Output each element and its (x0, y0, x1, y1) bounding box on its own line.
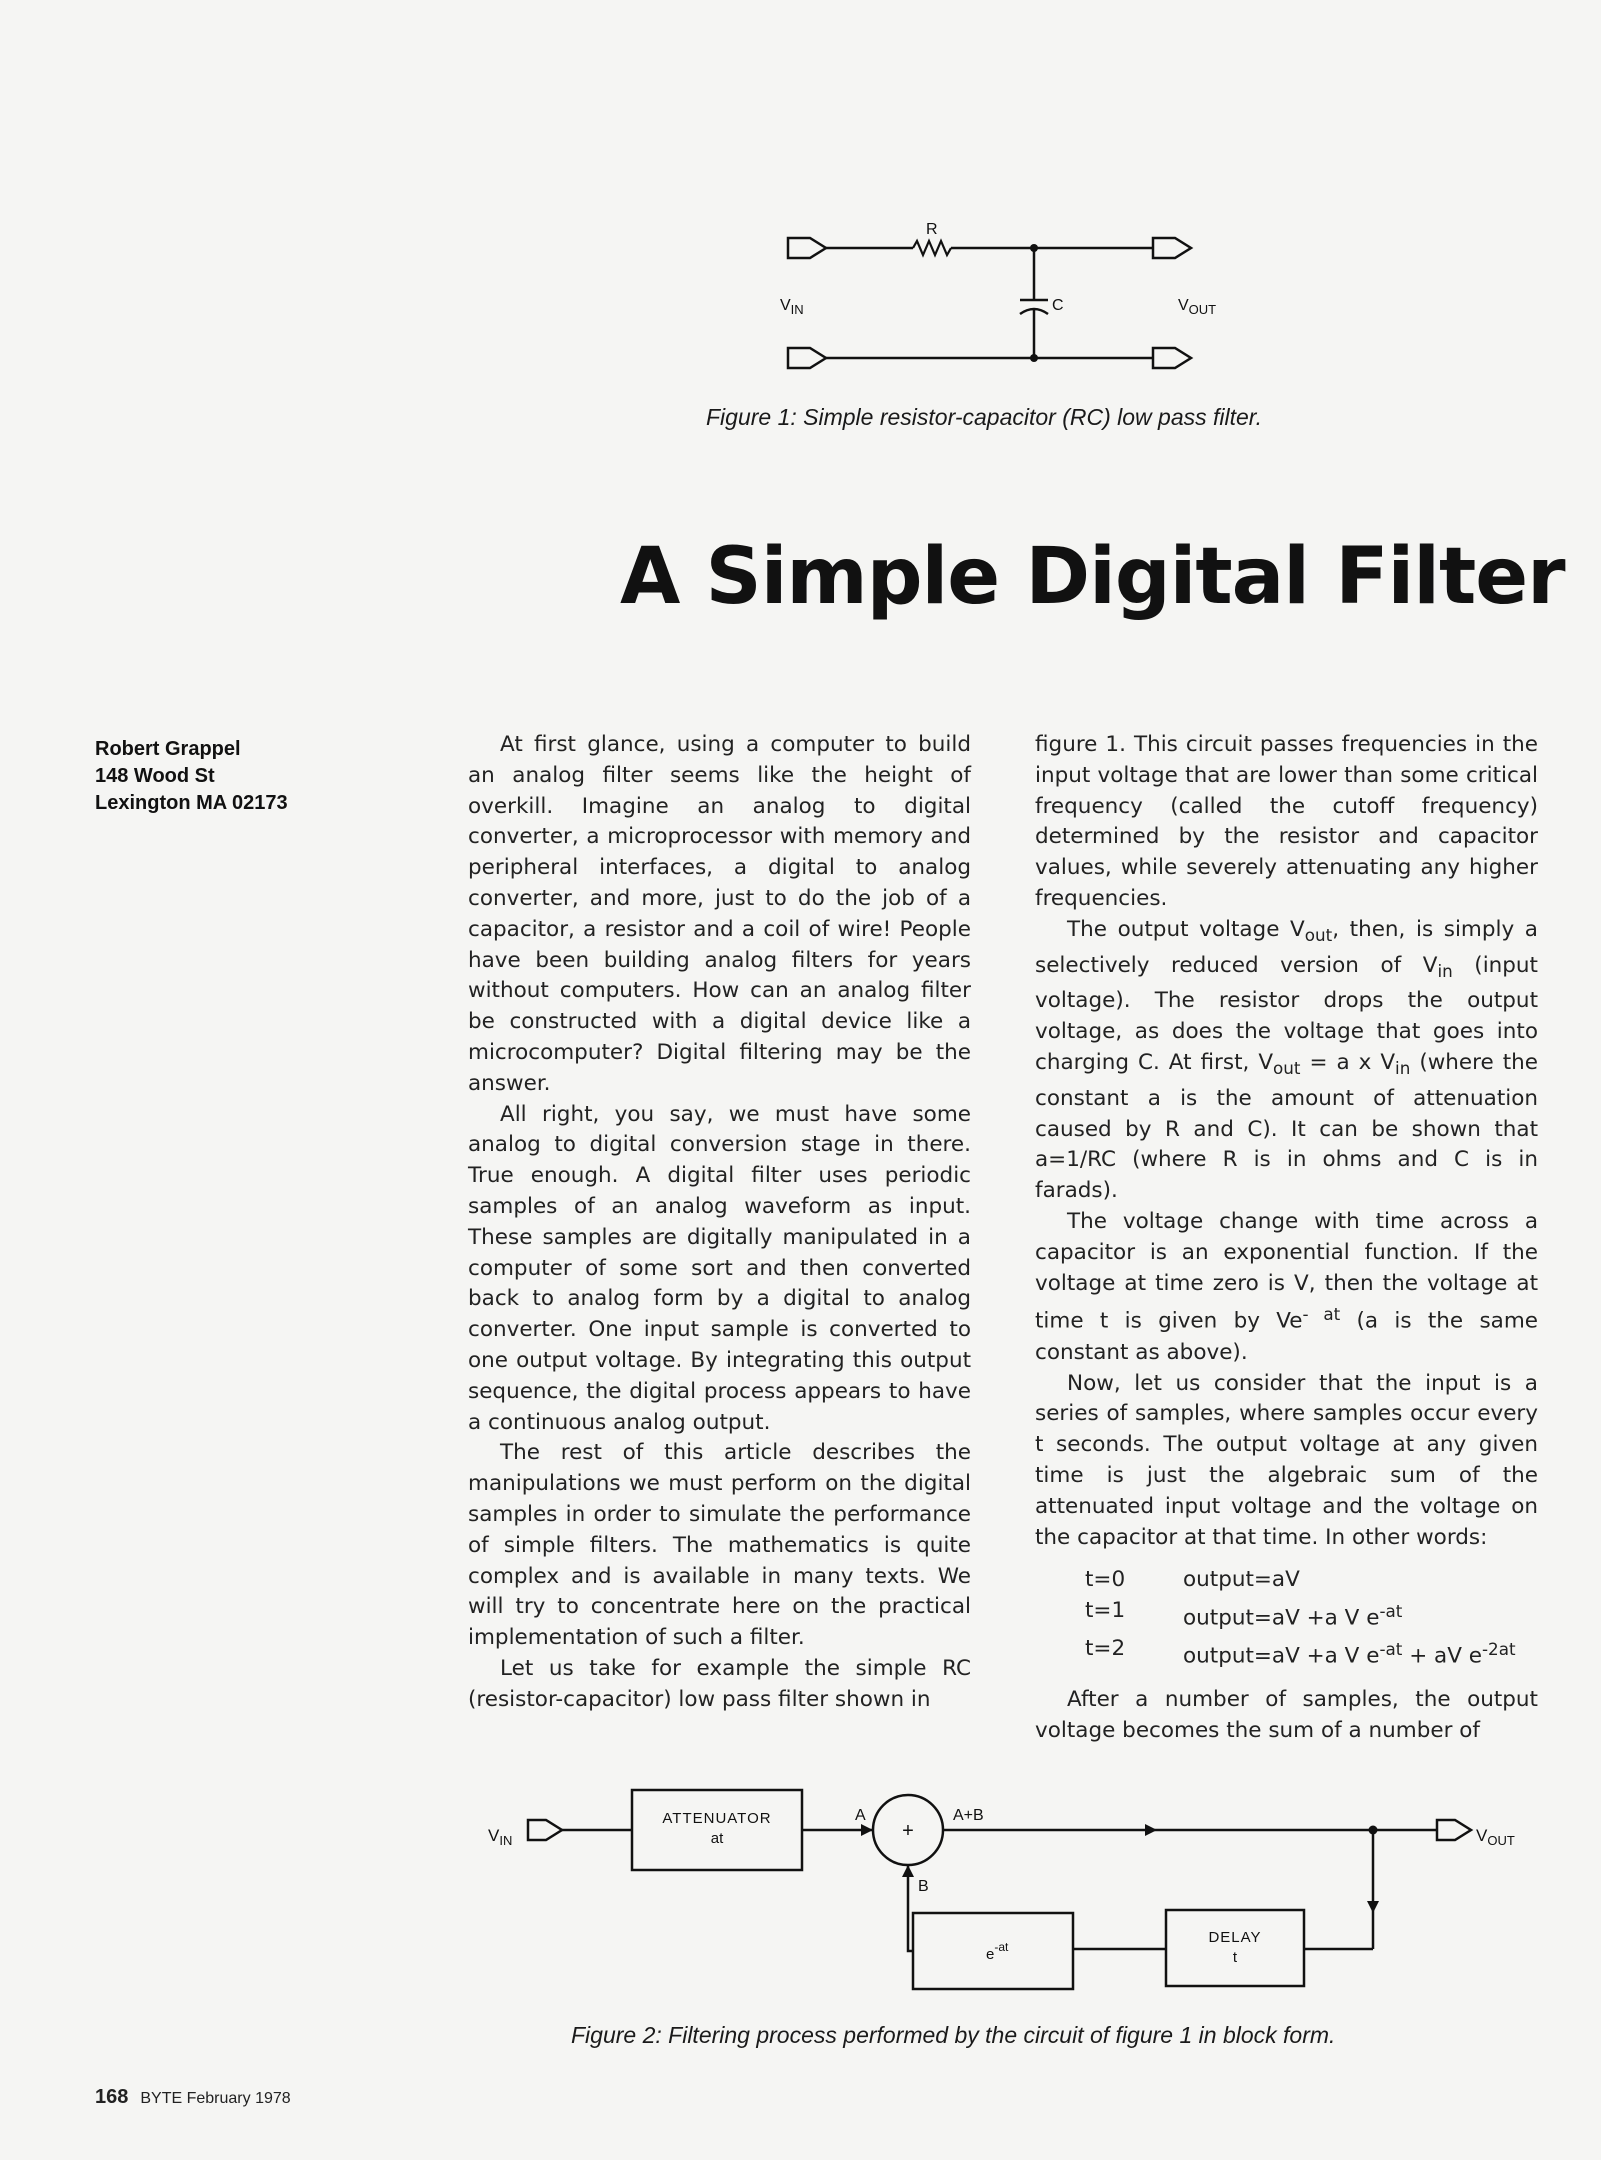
capacitor-label: C (1052, 297, 1064, 314)
vin-label: $V_{IN}$ (488, 1826, 513, 1848)
exponential-label: $e^{-at}$ (986, 1940, 1009, 1963)
input-a-label: A (855, 1807, 866, 1824)
page-footer (95, 2086, 291, 2109)
resistor-label: R (926, 221, 938, 238)
author-name: Robert Grappel (95, 738, 241, 760)
text-column-1 (468, 730, 971, 1716)
attenuator-sublabel: at (710, 1830, 724, 1847)
attenuator-label: ATTENUATOR (662, 1810, 772, 1827)
author-block (95, 736, 288, 817)
paragraph: At first glance, using a computer to build an analog filter seems like the height of overkill. Imagine an analog to digital converter, a microprocessor with memory and peripheral interfaces, a digital to analog converter, and more, just to do the job of a capacitor, a resistor and a coil of wire! People have been building analog filters for years without computers. How can an analog filter be constructed with a digital device like a microcomputer? Digital filtering may be the answer. (468, 732, 971, 1096)
equation-row: t=0 output=aV (1085, 1567, 1300, 1593)
vout-label: $V_{OUT}$ (1178, 297, 1217, 317)
figure-2-diagram (480, 1775, 1540, 2005)
vin-label: $V_{IN}$ (780, 297, 804, 317)
paragraph: The output voltage $V_{out}$, then, is simply a selectively reduced version of $V_{in}$ (input voltage). The resistor drops the output voltage, as does the voltage that goes into charging C. At first, $V_{out} = a$ x $V_{in}$ (where the constant a is the amount of attenuation caused by R and C). It can be shown that a=1/RC (where R is in ohms and C is in farads). (1035, 916, 1538, 1204)
equation-list (1085, 1565, 1538, 1672)
paragraph: The voltage change with time across a capacitor is an exponential function. If the voltage at time zero is V, then the voltage at time t is given by $Ve^{- at}$ (a is the same constant as above). (1035, 1209, 1539, 1365)
author-city: Lexington MA 02173 (95, 792, 288, 814)
paragraph: figure 1. This circuit passes frequencies in the input voltage that are lower than some critical frequency (called the cutoff frequency) determined by the resistor and capacitor values, while severely attenuating any higher frequencies. (1035, 732, 1538, 911)
text-column-2 (1035, 730, 1538, 1746)
paragraph: Now, let us consider that the input is a series of samples, where samples occur every t seconds. The output voltage at any given time is just the algebraic sum of the attenuated input voltage and the voltage on the capacitor at that time. In other words: (1035, 1370, 1538, 1550)
sum-output-label: A+B (953, 1807, 984, 1824)
page-number: 168 (95, 2086, 129, 2108)
figure-1-caption: Figure 1: Simple resistor-capacitor (RC) low pass filter. (706, 404, 1262, 430)
equation-row: t=1 output=aV +a V $e^{-at}$ (1085, 1598, 1403, 1631)
paragraph: Let us take for example the simple RC (resistor-capacitor) low pass filter shown in (468, 1655, 971, 1712)
sum-symbol: + (902, 1820, 914, 1842)
author-street: 148 Wood St (95, 765, 215, 787)
publication-line: BYTE February 1978 (140, 2090, 291, 2107)
input-b-label: B (918, 1878, 929, 1895)
figure-2-caption: Figure 2: Filtering process performed by the circuit of figure 1 in block form. (571, 2022, 1336, 2048)
paragraph: The rest of this article describes the manipulations we must perform on the digital samples in order to simulate the performance of simple filters. The mathematics is quite complex and is available in many texts. We will try to concentrate here on the practical implementation of such a filter. (468, 1440, 971, 1651)
figure-1-diagram (770, 210, 1240, 390)
paragraph: All right, you say, we must have some analog to digital conversion stage in there. True enough. A digital filter uses periodic samples of an analog waveform as input. These samples are digitally manipulated in a computer of some sort and then converted back to analog form by a digital to analog converter. One input sample is converted to one output voltage. By integrating this output sequence, the digital process appears to have a continuous analog output. (468, 1101, 971, 1435)
delay-sublabel: t (1232, 1949, 1238, 1966)
article-title: A Simple Digital Filter (620, 532, 1565, 622)
delay-label: DELAY (1208, 1929, 1262, 1946)
paragraph: After a number of samples, the output voltage becomes the sum of a number of (1035, 1686, 1538, 1743)
vout-label: $V_{OUT}$ (1476, 1826, 1515, 1848)
equation-row: t=2 output=aV +a V $e^{-at}$ + aV $e^{-2at}$ (1085, 1636, 1516, 1669)
